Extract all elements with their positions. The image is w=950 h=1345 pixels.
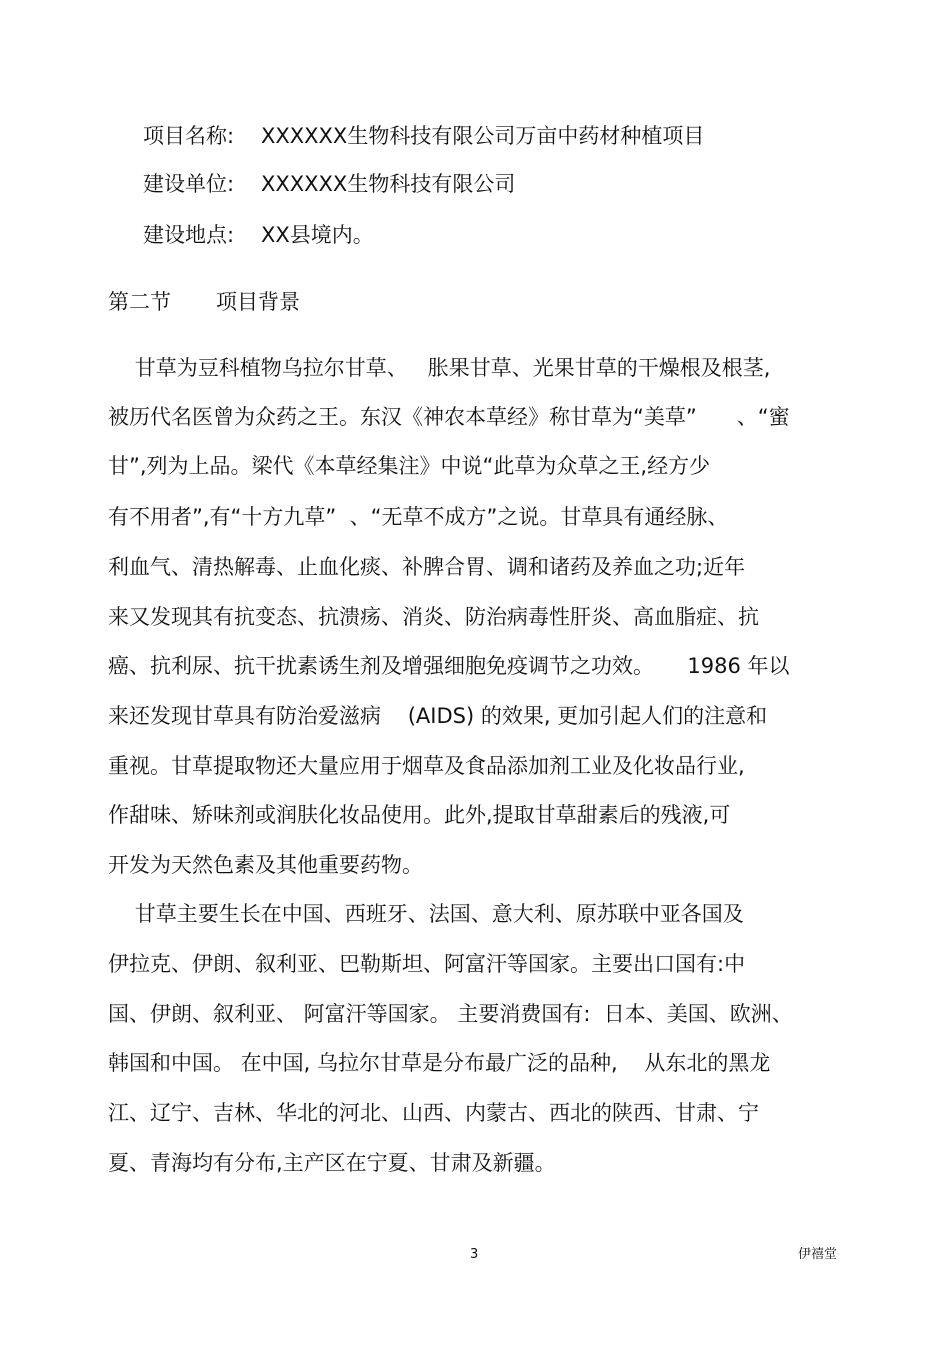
paragraph-line: 开发为天然色素及其他重要药物。 (108, 853, 423, 877)
paragraph-line: 利血气、清热解毒、止血化痰、补脾合胃、调和诸药及养血之功;近年 (108, 555, 746, 579)
project-name-value: XXXXXX生物科技有限公司万亩中药材种植项目 (261, 124, 705, 148)
footer-brand: 伊禧堂 (798, 1247, 838, 1262)
construction-unit-value: XXXXXX生物科技有限公司 (261, 172, 516, 196)
construction-site-value: XX县境内。 (261, 223, 374, 247)
paragraph-line: 作甜味、矫味剂或润肤化妆品使用。此外,提取甘草甜素后的残液,可 (108, 803, 731, 827)
paragraph-line: 甘草为豆科植物乌拉尔甘草、 胀果甘草、光果甘草的干燥根及根茎, (108, 356, 771, 380)
section-title: 项目背景 (216, 290, 300, 314)
paragraph-line: 国、伊朗、叙利亚、 阿富汗等国家。 主要消费国有: 日本、美国、欧洲、 (108, 1002, 793, 1026)
construction-unit-label: 建设单位: (143, 172, 235, 196)
paragraph-line: 甘草主要生长在中国、西班牙、法国、意大利、原苏联中亚各国及 (108, 902, 744, 926)
project-name-line (143, 122, 704, 150)
paragraph-line: 有不用者”,有“十方九草” 、“无草不成方”之说。甘草具有通经脉、 (108, 505, 729, 529)
paragraph-line: 来还发现甘草具有防治爱滋病 (AIDS) 的效果, 更加引起人们的注意和 (108, 704, 768, 728)
project-name-label: 项目名称: (143, 124, 235, 148)
paragraph-line: 甘”,列为上品。梁代《本草经集注》中说“此草为众草之王,经方少 (108, 454, 711, 478)
section-number: 第二节 (108, 290, 171, 314)
construction-unit-line (143, 170, 515, 198)
section-heading (108, 288, 300, 316)
paragraph-line: 夏、青海均有分布,主产区在宁夏、甘肃及新疆。 (108, 1151, 556, 1175)
page-number: 3 (470, 1247, 479, 1262)
paragraph-line: 伊拉克、伊朗、叙利亚、巴勒斯坦、阿富汗等国家。主要出口国有:中 (108, 952, 746, 976)
paragraph-line: 江、辽宁、吉林、华北的河北、山西、内蒙古、西北的陕西、甘肃、宁 (108, 1101, 759, 1125)
paragraph-line: 被历代名医曾为众药之王。东汉《神农本草经》称甘草为“美草” 、“蜜 (108, 405, 790, 429)
paragraph-line: 来又发现其有抗变态、抗溃疡、消炎、防治病毒性肝炎、高血脂症、抗 (108, 605, 759, 629)
paragraph-line: 癌、抗利尿、抗干扰素诱生剂及增强细胞免疫调节之功效。 1986 年以 (108, 654, 790, 678)
construction-site-label: 建设地点: (143, 223, 235, 247)
construction-site-line (143, 221, 374, 249)
paragraph-line: 重视。甘草提取物还大量应用于烟草及食品添加剂工业及化妆品行业, (108, 754, 745, 778)
paragraph-line: 韩国和中国。 在中国, 乌拉尔甘草是分布最广泛的品种, 从东北的黑龙 (108, 1051, 771, 1075)
